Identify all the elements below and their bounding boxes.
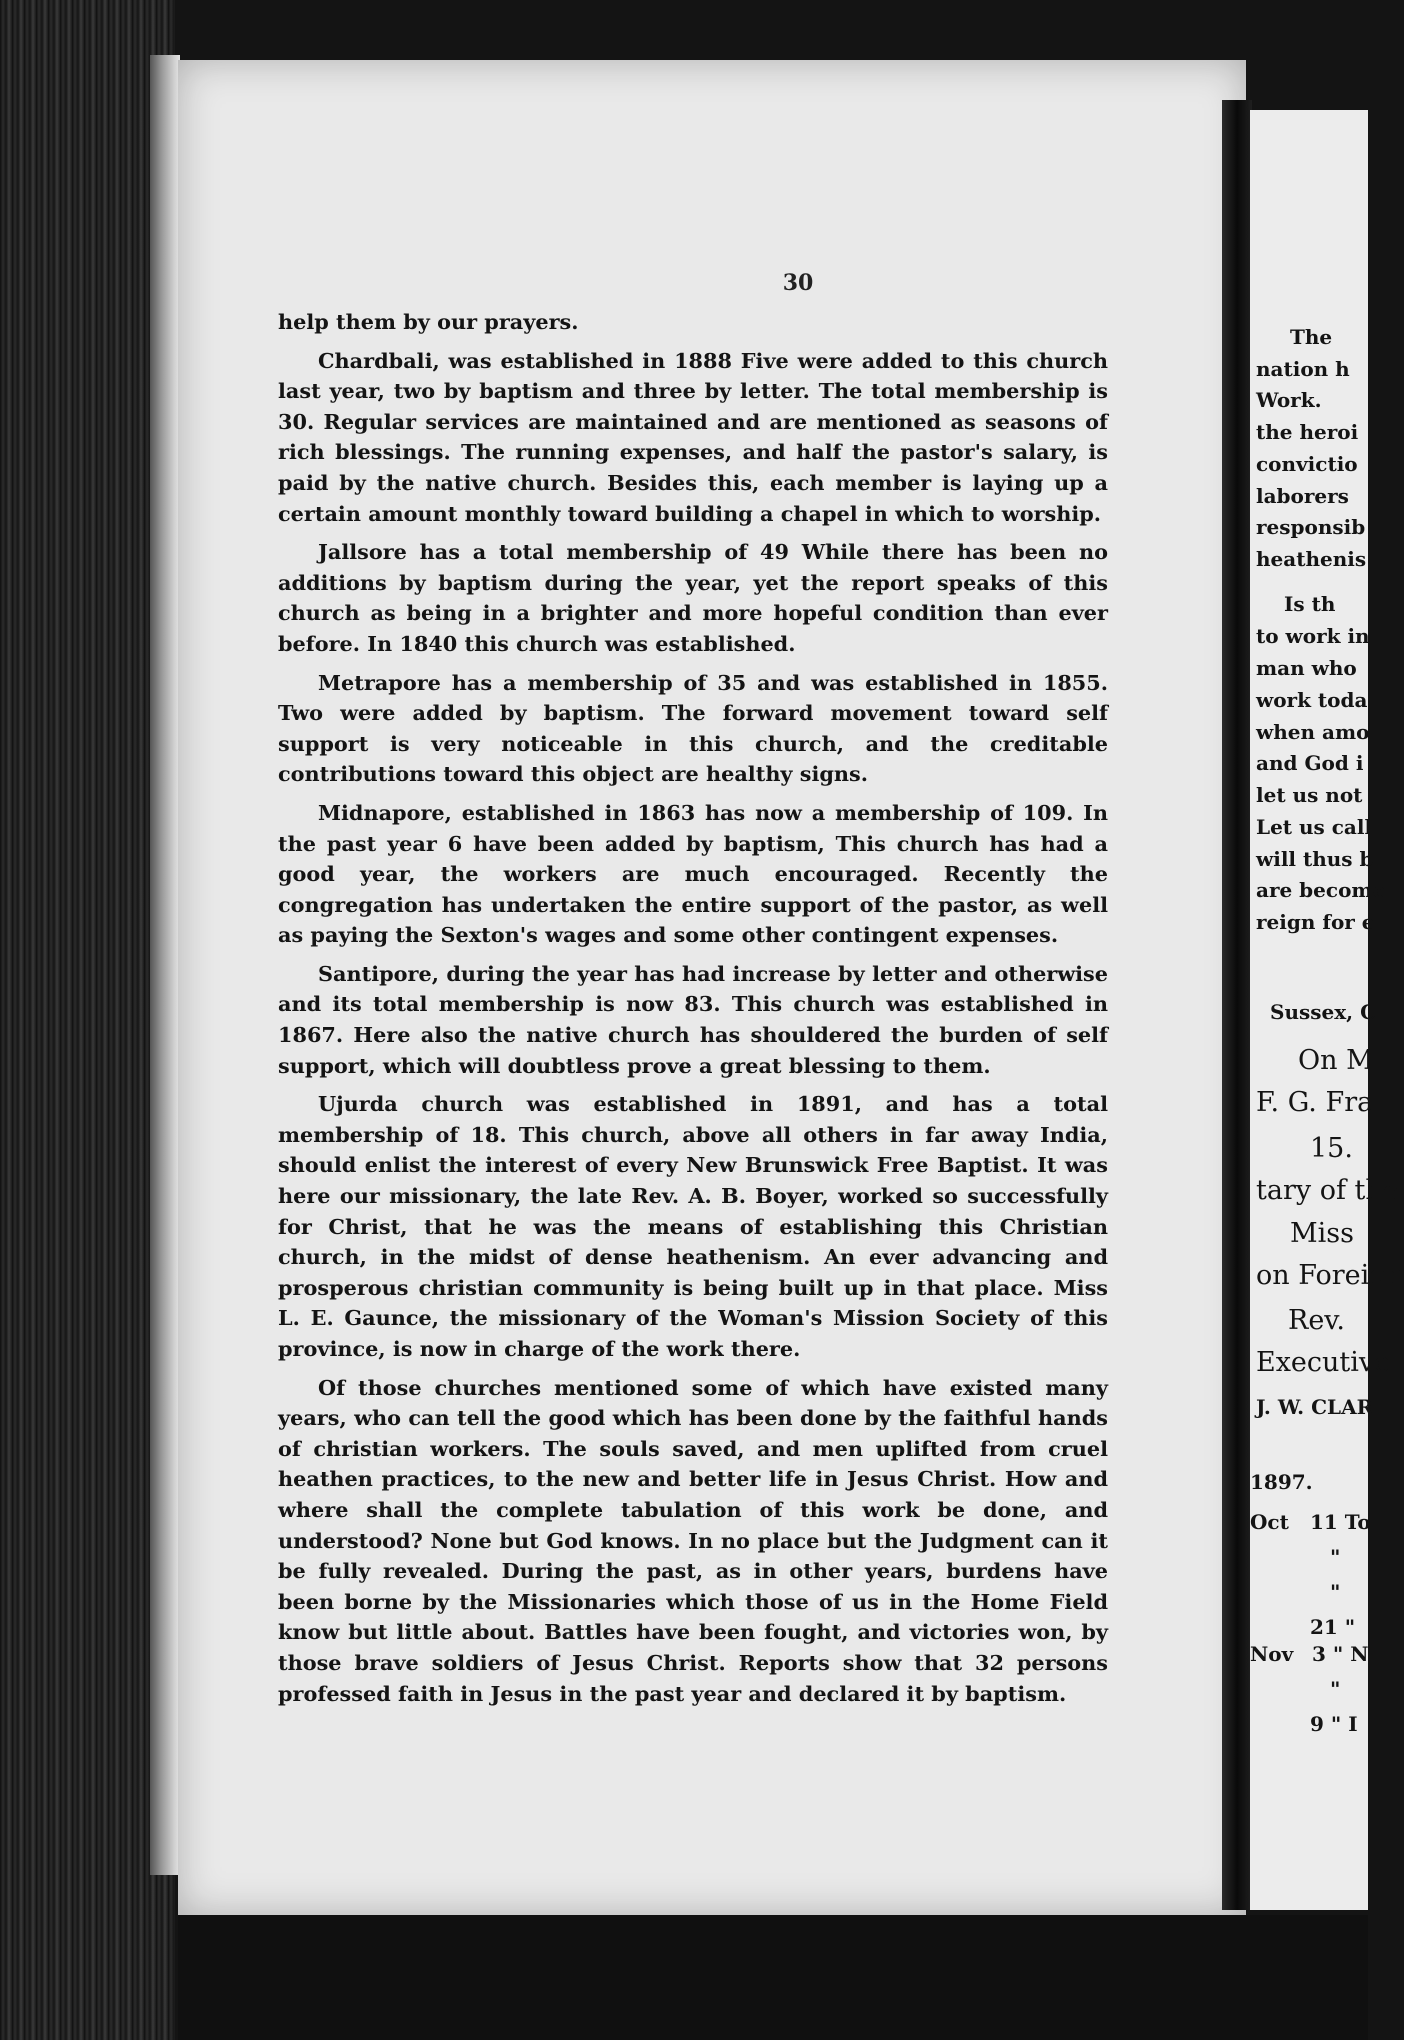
facing-line: responsib <box>1256 515 1366 539</box>
facing-line: 21 " <box>1310 1615 1356 1639</box>
facing-line: Oct <box>1250 1510 1289 1534</box>
page-gutter <box>1222 100 1252 1910</box>
facing-line: Nov <box>1250 1642 1294 1666</box>
page-number: 30 <box>782 270 814 296</box>
facing-line: will thus b <box>1256 847 1374 871</box>
facing-line: " <box>1330 1677 1341 1701</box>
facing-line: let us not <box>1256 783 1363 807</box>
facing-line: On M <box>1298 1045 1374 1076</box>
facing-line: laborers <box>1256 484 1349 508</box>
facing-line: convictio <box>1256 452 1358 476</box>
facing-line: 9 " I <box>1310 1712 1358 1736</box>
facing-line: nation h <box>1256 357 1350 381</box>
facing-line: Rev. <box>1288 1305 1345 1336</box>
paragraph: Metrapore has a membership of 35 and was established in 1855. Two were added by baptism. The forward movement toward self support is very noticeable in this church, and the creditable contributions toward this object are healthy signs. <box>278 669 1108 787</box>
facing-line: Let us call <box>1256 815 1373 839</box>
facing-line: Work. <box>1256 388 1322 412</box>
facing-line: on Foreign <box>1256 1260 1404 1291</box>
facing-line: are become <box>1256 878 1386 902</box>
book-page <box>178 60 1246 1915</box>
paragraph: Chardbali, was established in 1888 Five were added to this church last year, two by baptism and three by letter. The total membership is 30. Regular services are maintained and are mentioned as seasons of rich blessings. The running expenses, and half the pastor's salary, is paid by the native church. Besides this, each member is laying up a certain amount monthly toward building a chapel in which to worship. <box>278 347 1108 526</box>
facing-page-cropped <box>1250 110 1404 1910</box>
facing-line: reign for e <box>1256 910 1375 934</box>
book-spine <box>0 0 175 2040</box>
scan-background <box>178 1915 1368 2040</box>
paragraph: Midnapore, established in 1863 has now a membership of 109. In the past year 6 have been added by baptism, This church has had a good year, the workers are much encouraged. Recently the congregation has undertaken the entire support of the pastor, as well as paying the Sexton's wages and some other contingent expenses. <box>278 799 1108 948</box>
facing-line: work toda <box>1256 688 1368 712</box>
facing-line: Miss <box>1290 1218 1354 1249</box>
facing-line: Is th <box>1284 592 1336 616</box>
page-body-text <box>278 307 1108 1717</box>
facing-line: 11 To <box>1310 1510 1371 1534</box>
facing-line: Sussex, C <box>1270 1000 1376 1024</box>
facing-line: F. G. Fra <box>1256 1087 1374 1118</box>
facing-line: the heroi <box>1256 420 1359 444</box>
paragraph: Jallsore has a total membership of 49 While there has been no additions by baptism during the year, yet the report speaks of this church as being in a brighter and more hopeful condition than ever before. In 1840 this church was established. <box>278 539 1108 656</box>
facing-line: and God i <box>1256 751 1364 775</box>
facing-line: J. W. CLAR <box>1256 1395 1374 1419</box>
facing-line: heathenis <box>1256 547 1367 571</box>
facing-line: 15. <box>1310 1133 1353 1164</box>
facing-line: to work in <box>1256 624 1370 648</box>
paragraph: Ujurda church was established in 1891, and has a total membership of 18. This church, above all others in far away India, should enlist the interest of every New Brunswick Free Baptist. It was here our missionary, the late Rev. A. B. Boyer, worked so successfully for Christ, that he was the means of establishing this Christian church, in the midst of dense heathenism. An ever advancing and prosperous christian community is being built up in that place. Miss L. E. Gaunce, the missionary of the Woman's Mission Society of this province, is now in charge of the work there. <box>278 1091 1108 1361</box>
facing-line: when amo <box>1256 720 1370 744</box>
paragraph: help them by our prayers. <box>278 309 579 334</box>
facing-line: tary of the <box>1256 1175 1399 1206</box>
paragraph: Of those churches mentioned some of which have existed many years, who can tell the good which has been done by the faithful hands of christian workers. The souls saved, and men uplifted from cruel heathen practices, to the new and better life in Jesus Christ. How and where shall the complete tabulation of this work be done, and understood? None but God knows. In no place but the Judgment can it be fully revealed. During the past, as in other years, burdens have been borne by the Missionaries which those of us in the Home Field know but little about. Battles have been fought, and victories won, by those brave soldiers of Jesus Christ. Reports show that 32 persons professed faith in Jesus in the past year and declared it by baptism. <box>278 1374 1108 1706</box>
facing-line: 3 " N <box>1312 1642 1369 1666</box>
facing-line: " <box>1330 1545 1341 1569</box>
page-stack-edge <box>150 55 180 1875</box>
facing-line: The <box>1290 325 1333 349</box>
facing-line: 1897. <box>1250 1470 1313 1494</box>
paragraph: Santipore, during the year has had increase by letter and otherwise and its total membership is now 83. This church was established in 1867. Here also the native church has shouldered the burden of self support, which will doubtless prove a great blessing to them. <box>278 960 1108 1078</box>
facing-line: Executive <box>1256 1347 1391 1378</box>
facing-line: man who <box>1256 656 1357 680</box>
facing-line: " <box>1330 1580 1341 1604</box>
